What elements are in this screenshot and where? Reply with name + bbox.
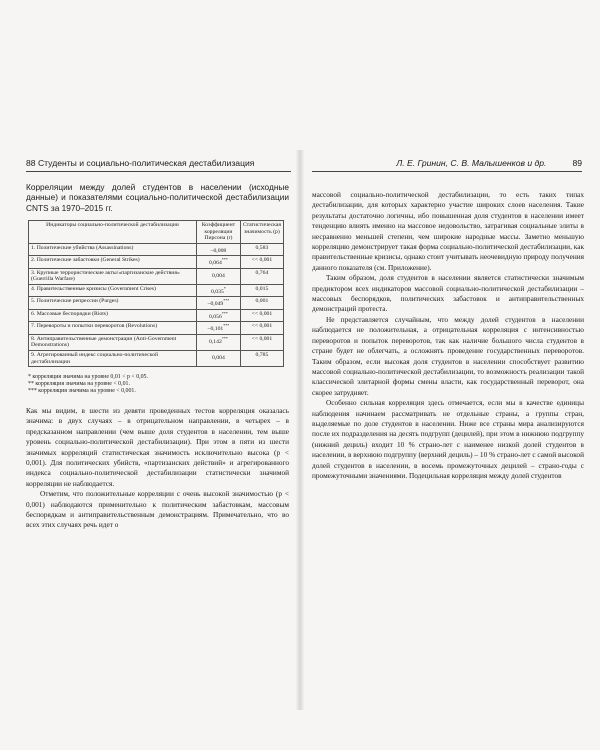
column-header-p: Статистическая значимость (p) <box>240 221 283 244</box>
indicator-cell: 3. Крупные террористические акты/«партизанские действия» (Guerrilla Warfare) <box>29 268 197 284</box>
r-cell <box>196 297 240 309</box>
paragraph: Таким образом, доля студентов в населении является статистически значимым предиктором всех индикаторов массовой социально-политической дестабилизации – массовых беспорядков, политических забастовок и антиправительственных демонстраций протеста. <box>312 273 584 314</box>
table-note: * корреляция значима на уровне 0,01 < p < 0,05. <box>28 374 148 380</box>
r-value: 0,056 <box>209 313 222 320</box>
indicator-cell: 6. Массовые беспорядки (Riots) <box>29 309 197 321</box>
indicator-cell: 2. Политические забастовки (General Strikes) <box>29 256 197 268</box>
table-note: *** корреляция значима на уровне < 0,001. <box>28 388 136 395</box>
table-row <box>29 284 284 296</box>
p-cell: 0,764 <box>240 268 283 284</box>
r-cell <box>196 268 240 284</box>
r-value: 0,035 <box>211 288 224 295</box>
table-header-row <box>29 221 284 244</box>
r-value: 0,064 <box>209 260 222 267</box>
sig-mark: *** <box>223 298 230 304</box>
table-caption: Корреляции между долей студентов в населении (исходные данные) и показателями социально-политической дестабилизации CNTS за 1970–2015 гг. <box>26 182 289 213</box>
paragraph: Как мы видим, в шести из девяти проведенных тестов корреляция оказалась значима: в двух случаях – в отрицательном направлении, в четырех – в предсказанном направлении (чем выше доля студентов в населении, тем выше уровень социально-политической дестабилизации). При этом в пяти из шести значимых корреляций статистическая значимость исключительно высока (p < 0,001). Для политических убийств, «партизанских действий» и агрегированного индекса социально-политической дестабилизации статистически значимой корреляции не наблюдается. <box>26 406 289 488</box>
p-cell: 0,785 <box>240 351 283 367</box>
running-header: 88 Студенты и социально-политическая дестабилизация <box>26 158 255 168</box>
indicator-cell: 9. Агрегированный индекс социально-политической дестабилизации <box>29 351 197 367</box>
table-row <box>29 297 284 309</box>
r-cell <box>196 322 240 334</box>
r-cell <box>196 256 240 268</box>
column-header-r: Коэффициент корреляции Пирсона (r) <box>196 221 240 244</box>
r-value: –0,049 <box>207 301 224 308</box>
paragraph: массовой социально-политической дестабилизации, то есть таких типах дестабилизации, для которых характерно участие широких слоев населения. Такие результаты достаточно логичны, ибо повышенная доля студентов в населении имеет тенденцию влиять именно на массовое недовольство, затрагивая социальные элиты в несравненно меньшей степени, чем широкие народные массы. Заметно меньшую корреляцию демонстрирует такая форма социально-политической дестабилизации, как правительственные кризисы, однако стоит учитывать неочевидную природу получения данного показателя (см. Приложение). <box>312 190 584 272</box>
table-note: ** корреляция значима на уровне < 0,01. <box>28 381 130 388</box>
r-cell <box>196 334 240 350</box>
right-page <box>300 0 600 750</box>
p-cell: << 0,001 <box>240 334 283 350</box>
indicator-cell: 1. Политические убийства (Assassinations) <box>29 243 197 255</box>
header-authors: Л. Е. Гринин, С. В. Малышенков и др. <box>396 158 547 168</box>
r-cell <box>196 243 240 255</box>
left-body-text <box>26 406 289 531</box>
indicator-cell: 8. Антиправительственные демонстрации (Anti-Government Demonstrations) <box>29 334 197 350</box>
table-row <box>29 351 284 367</box>
p-cell: << 0,001 <box>240 322 283 334</box>
right-body-text <box>312 190 584 481</box>
sig-mark: *** <box>221 310 228 316</box>
indicator-cell: 4. Правительственные кризисы (Government Crises) <box>29 284 197 296</box>
column-header-indicators: Индикаторы социально-политической дестабилизации <box>29 221 197 244</box>
header-rule <box>312 171 582 172</box>
sig-mark: *** <box>223 323 230 329</box>
correlation-table <box>28 220 284 367</box>
table-row <box>29 322 284 334</box>
p-cell: << 0,001 <box>240 256 283 268</box>
p-cell: 0,001 <box>240 297 283 309</box>
sig-mark: * <box>223 285 226 291</box>
paragraph: Отметим, что положительные корреляции с очень высокой значимостью (p < 0,001) наблюдаются применительно к политическим забастовкам, массовым беспорядкам и антиправительственным демонстрациям. Примечательно, что во всех этих случаях речь идет о <box>26 489 289 530</box>
r-value: –0,101 <box>207 326 224 333</box>
p-cell: << 0,001 <box>240 309 283 321</box>
table-row <box>29 243 284 255</box>
paragraph: Не представляется случайным, что между долей студентов в населении наблюдается не положительная, а отрицательная корреляция с интенсивностью переворотов и попыток переворотов, так как наличие большого числа студентов в стране будет не облегчать, а осложнять проведение государственных переворотов. Таким образом, если высокая доля студентов в населении способствует развитию массовой социально-политической дестабилизации, то возможность реализации такой классической элитарной формы смены власти, как государственный переворот, она скорее затрудняет. <box>312 314 584 397</box>
r-value: –0,008 <box>210 247 227 254</box>
p-cell: 0,015 <box>240 284 283 296</box>
p-cell: 0,583 <box>240 243 283 255</box>
sig-mark: *** <box>221 257 228 263</box>
table-row <box>29 309 284 321</box>
table-row <box>29 334 284 350</box>
header-rule <box>26 171 291 172</box>
r-cell <box>196 284 240 296</box>
page-number: 89 <box>572 158 582 168</box>
paragraph: Особенно сильная корреляция здесь отмечается, если мы в качестве единицы наблюдения начинаем рассматривать не отдельные страны, а группы стран, выделяемые по доле студентов в населении. Ниже все страны мира анализируются после их подразделения на десять подгрупп (децилей), при этом в нижнюю подгруппу (нижний дециль) входит 10 % страно-лет с наименее низкой долей студентов в населении, в верхнюю подгруппу (верхний дециль) – 10 % страно-лет с самой высокой долей студентов в населении, в восемь промежуточных децилей – страно-годы с промежуточными значениями. Подецильная корреляция между долей студентов <box>312 398 584 480</box>
sig-mark: *** <box>221 335 228 341</box>
indicator-cell: 7. Перевороты и попытки переворотов (Revolutions) <box>29 322 197 334</box>
r-cell <box>196 309 240 321</box>
r-value: 0,004 <box>212 272 225 279</box>
running-header-right <box>396 158 582 168</box>
table-notes <box>28 374 148 396</box>
r-cell <box>196 351 240 367</box>
indicator-cell: 5. Политические репрессии (Purges) <box>29 297 197 309</box>
r-value: 0,004 <box>212 354 225 361</box>
table-row <box>29 268 284 284</box>
r-value: 0,142 <box>209 338 222 345</box>
table-row <box>29 256 284 268</box>
